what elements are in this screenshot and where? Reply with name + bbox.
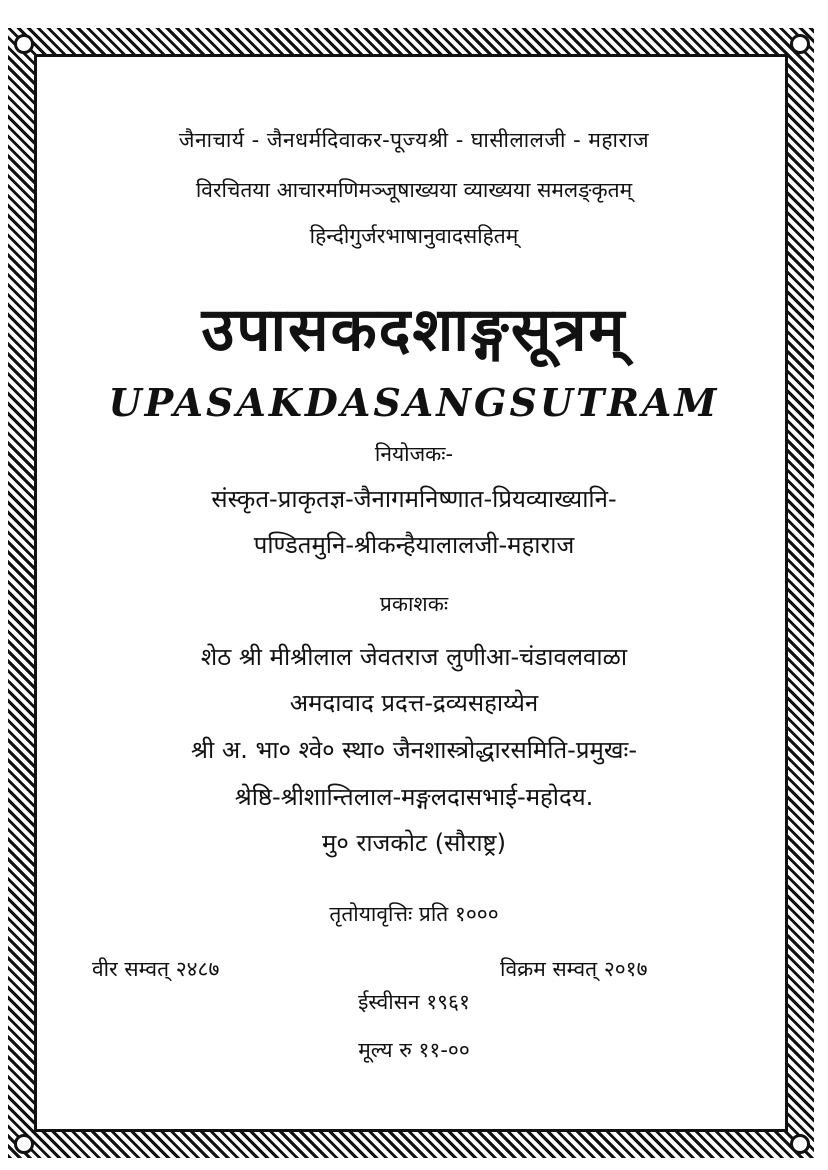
author-line: जैनाचार्य - जैनधर्मदिवाकर-पूज्यश्री - घासीलालजी - महाराज [178, 128, 650, 152]
publisher-line-2: अमदावाद प्रदत्त-द्रव्यसहाय्येन [289, 689, 539, 717]
edition-info: तृतोयावृत्तिः प्रति १००० [329, 902, 499, 926]
isvi-year: ईस्वीसन १९६१ [358, 990, 470, 1014]
editor-label: नियोजकः- [374, 442, 454, 466]
publisher-location: मु० राजकोट (सौराष्ट्र) [322, 829, 506, 857]
publisher-line-4: श्रेष्ठि-श्रीशान्तिलाल-मङ्गलदासभाई-महोदय. [234, 783, 594, 811]
publisher-line-1: शेठ श्री मीश्रीलाल जेवतराज लुणीआ-चंडावलवाळा [200, 643, 628, 671]
translation-line: हिन्दीगुर्जरभाषानुवादसहितम् [309, 224, 519, 248]
editor-line-1: संस्कृत-प्राकृतज्ञ-जैनागमनिष्णात-प्रियव्याख्यानि- [211, 485, 617, 513]
border-corner-ornament [14, 1134, 34, 1154]
veer-samvat: वीर सम्वत् २४८७ [92, 957, 220, 981]
border-corner-ornament [14, 34, 34, 54]
publisher-label: प्रकाशकः [379, 592, 449, 616]
book-title-roman: UPASAKDASANGSUTRAM [108, 380, 720, 425]
border-corner-ornament [790, 34, 810, 54]
book-title: उपासकदशाङ्गसूत्रम् [201, 295, 627, 365]
editor-line-2: पण्डितमुनि-श्रीकन्हैयालालजी-महाराज [253, 531, 575, 559]
commentary-line: विरचितया आचारमणिमञ्जूषाख्यया व्याख्यया समलङ्कृतम् [195, 178, 633, 202]
publisher-line-3: श्री अ. भा० श्वे० स्था० जैनशास्त्रोद्धारसमिति-प्रमुखः- [191, 736, 637, 764]
border-corner-ornament [790, 1134, 810, 1154]
vikram-samvat: विक्रम सम्वत् २०१७ [500, 957, 648, 981]
price: मूल्य रु ११-०० [358, 1038, 470, 1062]
